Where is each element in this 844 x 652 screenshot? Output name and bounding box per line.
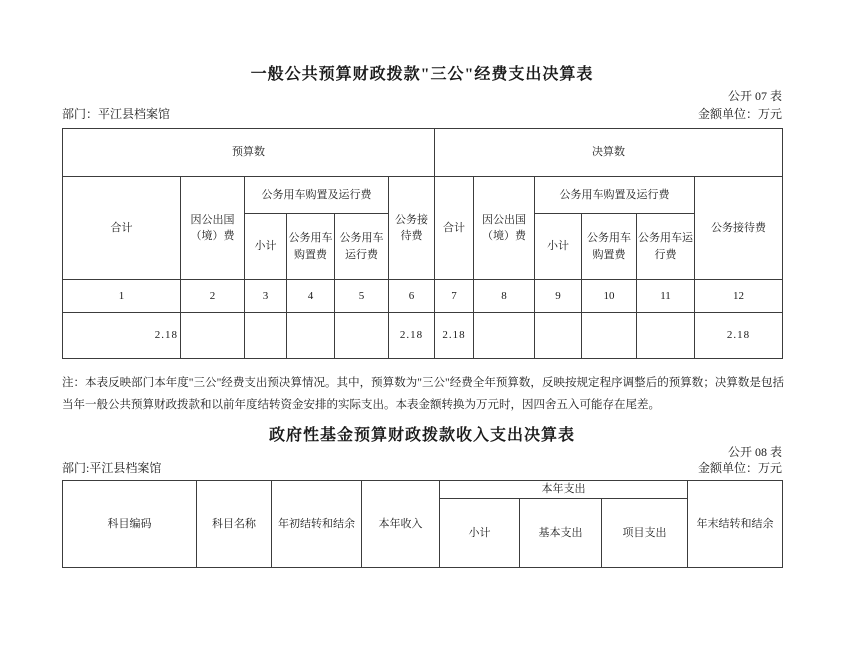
header-end-balance: 年末结转和结余 <box>688 481 783 568</box>
header-budget-abroad: 因公出国（境）费 <box>181 177 245 280</box>
col-number: 1 <box>63 280 181 313</box>
col-number: 11 <box>637 280 695 313</box>
page-title-fund: 政府性基金预算财政拨款收入支出决算表 <box>268 427 575 444</box>
table-number-07: 公开 07 表 <box>727 89 782 103</box>
col-number: 7 <box>435 280 474 313</box>
col-number: 4 <box>287 280 335 313</box>
header-basic-expense: 基本支出 <box>520 499 602 568</box>
col-number: 9 <box>535 280 582 313</box>
meta-row-2 <box>62 461 782 475</box>
header-budget-subtotal: 小计 <box>245 214 287 280</box>
header-final-vehicle-operation: 公务用车运行费 <box>637 214 695 280</box>
header-final-total: 合计 <box>435 177 474 280</box>
value-cell <box>535 313 582 359</box>
value-cell <box>287 313 335 359</box>
header-final-abroad: 因公出国（境）费 <box>474 177 535 280</box>
value-cell <box>582 313 637 359</box>
value-cell-reception-final: 2.18 <box>695 313 783 359</box>
header-budget-vehicle-purchase: 公务用车购置费 <box>287 214 335 280</box>
header-subject-name: 科目名称 <box>197 481 272 568</box>
header-year-income: 本年收入 <box>362 481 440 568</box>
col-number: 10 <box>582 280 637 313</box>
table-note: 注：本表反映部门本年度"三公"经费支出预决算情况。其中，预算数为"三公"经费全年预算数，反映按规定程序调整后的预算数；决算数是包括当年一般公共预算财政拨款和以前年度结转资金安排的实际支出。本表金额转换为万元时，因四舍五入可能存在尾差。 <box>62 377 784 411</box>
header-expense-subtotal: 小计 <box>440 499 520 568</box>
header-budget-reception: 公务接待费 <box>389 177 435 280</box>
unit-label-1: 金额单位：万元 <box>697 107 782 121</box>
value-cell <box>245 313 287 359</box>
header-final-group: 决算数 <box>435 129 783 177</box>
value-cell-reception-budget: 2.18 <box>389 313 435 359</box>
page-title-sangong: 一般公共预算财政拨款"三公"经费支出决算表 <box>250 66 594 83</box>
header-year-expense-group: 本年支出 <box>440 481 688 499</box>
header-final-vehicle-group: 公务用车购置及运行费 <box>535 177 695 214</box>
value-cell-total-final: 2.18 <box>435 313 474 359</box>
value-cell-total-budget: 2.18 <box>63 313 181 359</box>
unit-label-2: 金额单位：万元 <box>697 461 782 475</box>
value-cell <box>335 313 389 359</box>
value-cell <box>181 313 245 359</box>
header-project-expense: 项目支出 <box>602 499 688 568</box>
value-cell <box>637 313 695 359</box>
header-budget-vehicle-operation: 公务用车运行费 <box>335 214 389 280</box>
col-number: 5 <box>335 280 389 313</box>
header-final-reception: 公务接待费 <box>695 177 783 280</box>
col-number: 6 <box>389 280 435 313</box>
department-label-2: 部门:平江县档案馆 <box>62 461 162 475</box>
header-subject-code: 科目编码 <box>63 481 197 568</box>
col-number: 3 <box>245 280 287 313</box>
header-begin-balance: 年初结转和结余 <box>272 481 362 568</box>
col-number: 12 <box>695 280 783 313</box>
col-number: 2 <box>181 280 245 313</box>
header-final-vehicle-purchase: 公务用车购置费 <box>582 214 637 280</box>
meta-row-1 <box>62 107 782 121</box>
value-cell <box>474 313 535 359</box>
header-budget-total: 合计 <box>63 177 181 280</box>
department-label-1: 部门：平江县档案馆 <box>62 107 171 121</box>
col-number: 8 <box>474 280 535 313</box>
sangong-expense-table <box>62 128 783 359</box>
fund-budget-table <box>62 480 783 568</box>
header-final-subtotal: 小计 <box>535 214 582 280</box>
header-budget-group: 预算数 <box>63 129 435 177</box>
table-number-08: 公开 08 表 <box>727 445 782 459</box>
header-budget-vehicle-group: 公务用车购置及运行费 <box>245 177 389 214</box>
